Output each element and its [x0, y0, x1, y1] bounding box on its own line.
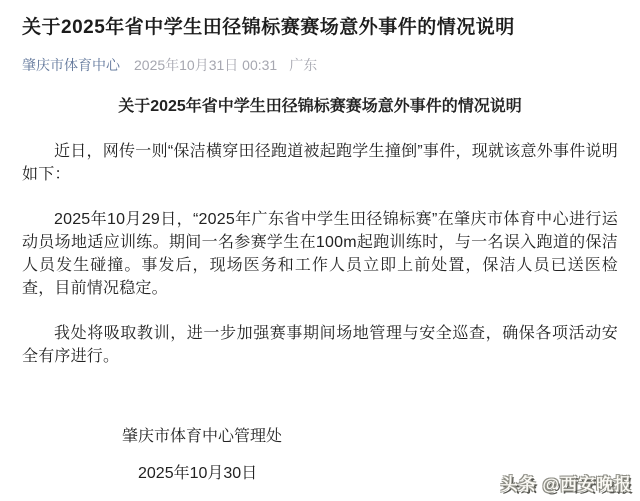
- region-label: 广东: [289, 57, 318, 73]
- watermark-toutiao-xian-evening-news: 头条 @西安晚报: [500, 475, 632, 494]
- article-heading: 关于2025年省中学生田径锦标赛赛场意外事件的情况说明: [118, 98, 522, 115]
- signature: 肇庆市体育中心管理处: [122, 428, 283, 445]
- article-body: [22, 96, 618, 485]
- page-title: 关于2025年省中学生田径锦标赛赛场意外事件的情况说明: [22, 17, 515, 38]
- source-link[interactable]: 肇庆市体育中心: [22, 57, 120, 73]
- byline: [22, 56, 618, 74]
- signature-date: 2025年10月30日: [138, 465, 258, 482]
- publish-time: 2025年10月31日 00:31: [134, 57, 278, 73]
- article-paragraph-2: 2025年10月29日，“2025年广东省中学生田径锦标赛”在肇庆市体育中心进行运动员场地适应训练。期间一名参赛学生在100m起跑训练时，与一名误入跑道的保洁人员发生碰撞。事发后，现场医务和工作人员立即上前处置，保洁人员已送医检查，目前情况稳定。: [22, 211, 618, 297]
- article-paragraph-1: 近日，网传一则“保洁横穿田径跑道被起跑学生撞倒”事件，现就该意外事件说明如下：: [22, 143, 618, 183]
- article-paragraph-3: 我处将吸取教训，进一步加强赛事期间场地管理与安全巡查，确保各项活动安全有序进行。: [22, 325, 618, 365]
